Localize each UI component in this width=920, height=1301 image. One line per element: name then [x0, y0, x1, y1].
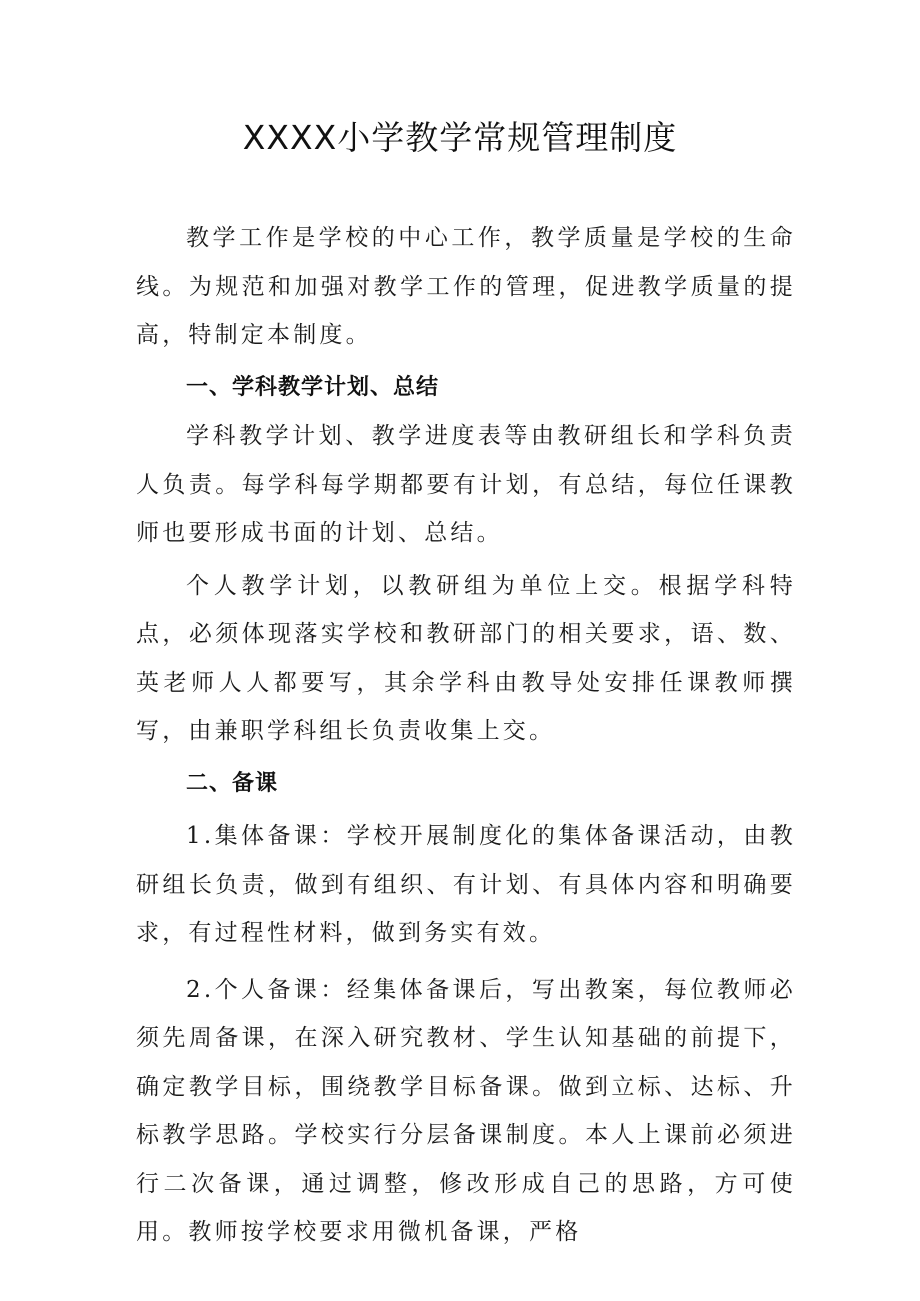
- paragraph-subject-plan: 学科教学计划、教学进度表等由教研组长和学科负责人负责。每学科每学期都要有计划，有总结，每位任课教师也要形成书面的计划、总结。: [136, 423, 796, 546]
- intro-paragraph: 教学工作是学校的中心工作，教学质量是学校的生命线。为规范和加强对教学工作的管理，促进教学质量的提高，特制定本制度。: [136, 225, 796, 348]
- section-heading-lesson-prep: 二、备课: [186, 770, 279, 796]
- document-body: [136, 214, 796, 1257]
- paragraph-personal-plan: 个人教学计划，以教研组为单位上交。根据学科特点，必须体现落实学校和教研部门的相关要求，语、数、英老师人人都要写，其余学科由教导处安排任课教师撰写，由兼职学科组长负责收集上交。: [136, 572, 796, 744]
- paragraph-individual-prep: 2.个人备课：经集体备课后，写出教案，每位教师必须先周备课，在深入研究教材、学生认知基础的前提下，确定教学目标，围绕教学目标备课。做到立标、达标、升标教学思路。学校实行分层备课制度。本人上课前必须进行二次备课，通过调整，修改形成自己的思路，方可使用。教师按学校要求用微机备课，严格: [136, 976, 796, 1245]
- document-title: XXXX小学教学常规管理制度: [242, 118, 678, 157]
- paragraph-collective-prep: 1.集体备课：学校开展制度化的集体备课活动，由教研组长负责，做到有组织、有计划、有具体内容和明确要求，有过程性材料，做到务实有效。: [136, 823, 796, 946]
- section-heading-plan-summary: 一、学科教学计划、总结: [186, 374, 440, 400]
